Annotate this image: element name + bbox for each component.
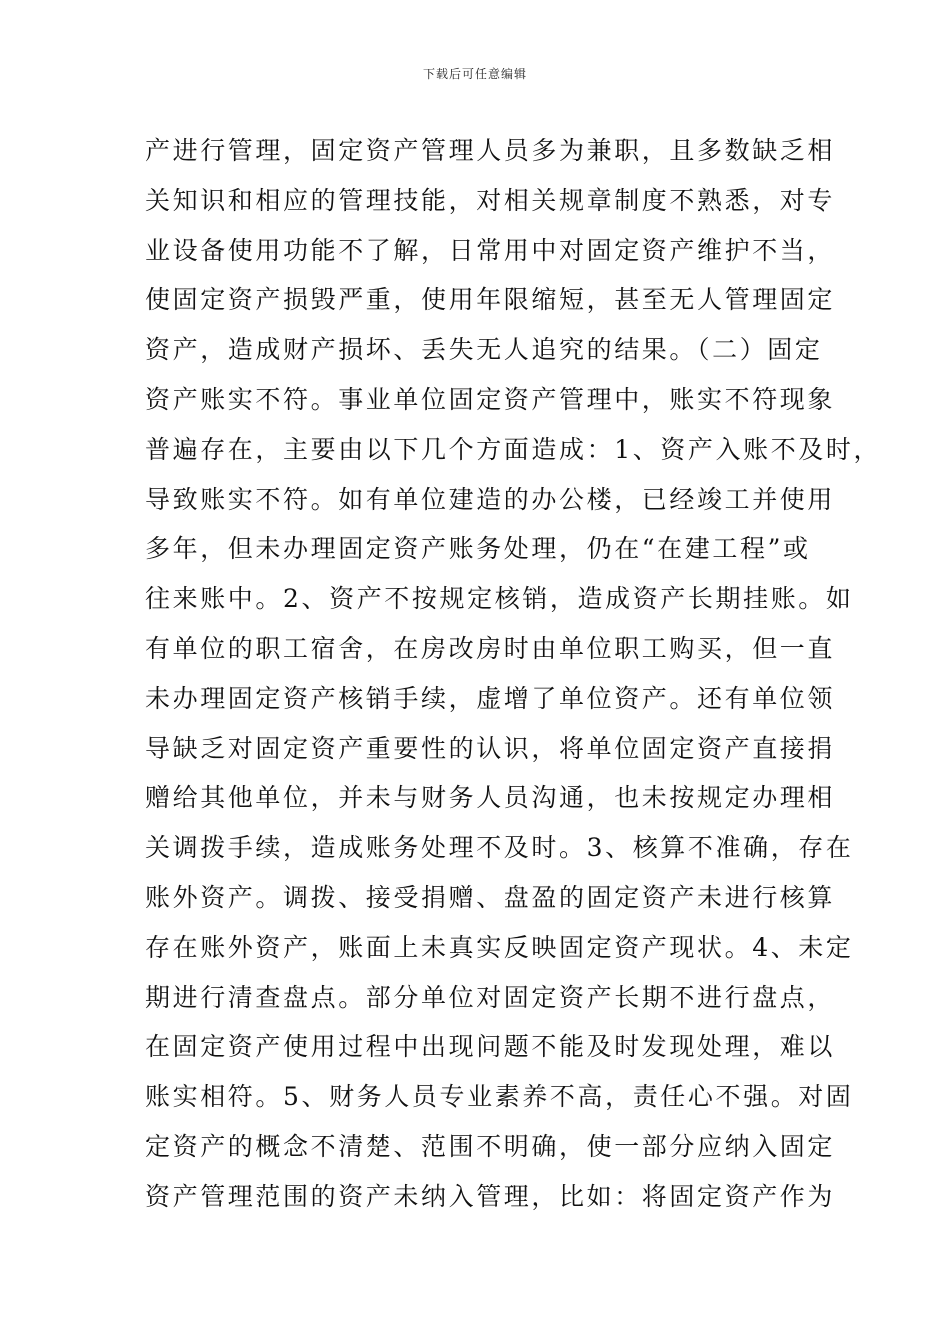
text-line: 赠给其他单位，并未与财务人员沟通，也未按规定办理相 [145,783,836,813]
text-line: 资产账实不符。事业单位固定资产管理中，账实不符现象 [145,384,836,414]
text-line: 资产管理范围的资产未纳入管理，比如：将固定资产作为 [145,1181,836,1211]
text-line: 存在账外资产，账面上未真实反映固定资产现状。4、未定 [145,932,854,962]
text-line: 导缺乏对固定资产重要性的认识，将单位固定资产直接捐 [145,733,836,763]
text-line: 普遍存在，主要由以下几个方面造成：1、资产入账不及时， [145,434,882,464]
text-line: 导致账实不符。如有单位建造的办公楼，已经竣工并使用 [145,484,836,514]
text-line: 期进行清查盘点。部分单位对固定资产长期不进行盘点， [145,982,836,1012]
text-line: 使固定资产损毁严重，使用年限缩短，甚至无人管理固定 [145,285,836,315]
text-line: 未办理固定资产核销手续，虚增了单位资产。还有单位领 [145,683,836,713]
text-line: 定资产的概念不清楚、范围不明确，使一部分应纳入固定 [145,1131,836,1161]
text-line: 关调拨手续，造成账务处理不及时。3、核算不准确，存在 [145,833,854,863]
text-line: 多年，但未办理固定资产账务处理，仍在“在建工程”或 [145,534,811,564]
text-line: 业设备使用功能不了解，日常用中对固定资产维护不当， [145,235,836,265]
document-body [145,126,882,1222]
page-header: 下载后可任意编辑 [422,67,527,81]
text-line: 往来账中。2、资产不按规定核销，造成资产长期挂账。如 [145,584,854,614]
text-line: 关知识和相应的管理技能，对相关规章制度不熟悉，对专 [145,185,836,215]
text-line: 资产，造成财产损坏、丢失无人追究的结果。（二）固定 [145,335,823,365]
text-line: 产进行管理，固定资产管理人员多为兼职，且多数缺乏相 [145,136,836,165]
text-line: 账外资产。调拨、接受捐赠、盘盈的固定资产未进行核算 [145,882,836,912]
text-line: 在固定资产使用过程中出现问题不能及时发现处理，难以 [145,1032,836,1062]
text-line: 账实相符。5、财务人员专业素养不高，责任心不强。对固 [145,1082,854,1112]
text-line: 有单位的职工宿舍，在房改房时由单位职工购买，但一直 [145,633,836,663]
